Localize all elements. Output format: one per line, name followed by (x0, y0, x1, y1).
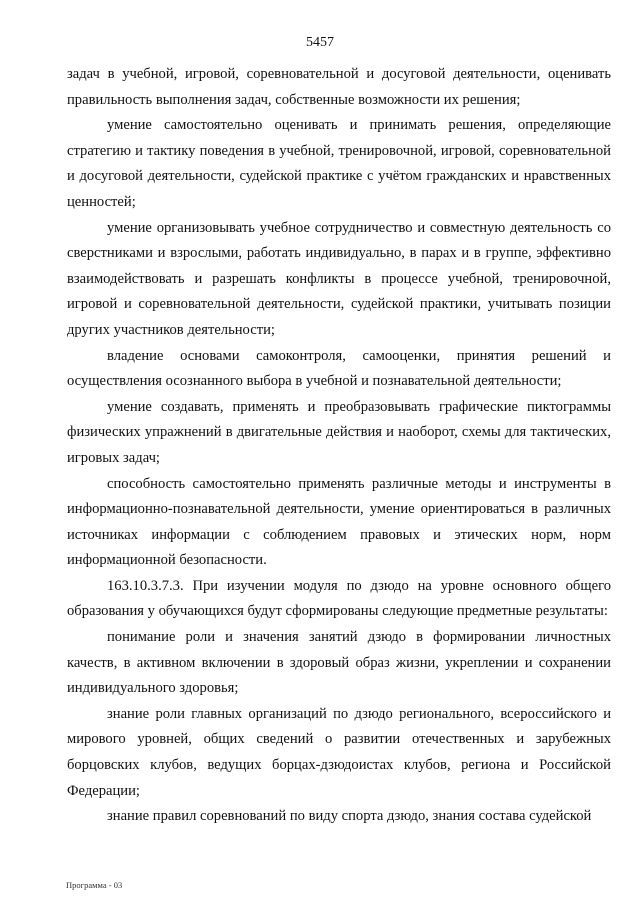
paragraph-3: умение организовывать учебное сотрудничество и совместную деятельность со сверстниками и взрослыми, работать индивидуально, в парах и в группе, эффективно взаимодействовать и разрешать конфликты в процессе учебной, тренировочной, игровой и соревновательной деятельности, судейской практики, учитывать позиции других участников деятельности; (67, 219, 611, 338)
page-number: 5457 (306, 35, 334, 50)
paragraph-2: умение самостоятельно оценивать и принимать решения, определяющие стратегию и тактику поведения в учебной, тренировочной, игровой, соревновательной и досуговой деятельности, судейской практике с учётом гражданских и нравственных ценностей; (67, 117, 611, 210)
paragraph-4: владение основами самоконтроля, самооценки, принятия решений и осуществления осознанного выбора в учебной и познавательной деятельности; (67, 347, 611, 390)
paragraph-6: способность самостоятельно применять различные методы и инструменты в информационно-познавательной деятельности, умение ориентироваться в различных источниках информации с соблюдением правовых и этических норм, норм информационной безопасности. (67, 475, 611, 569)
paragraph-10: знание правил соревнований по виду спорта дзюдо, знания состава судейской (107, 808, 592, 825)
footer-label: Программа - 03 (66, 880, 123, 890)
paragraph-5: умение создавать, применять и преобразовывать графические пиктограммы физических упражнений в двигательные действия и наоборот, схемы для тактических, игровых задач; (67, 398, 611, 466)
paragraph-9: знание роли главных организаций по дзюдо регионального, всероссийского и мирового уровней, общих сведений о развитии отечественных и зарубежных борцовских клубов, ведущих борцах-дзюдоистах клубов, региона и Российской Федерации; (67, 705, 611, 799)
paragraph-7: 163.10.3.7.3. При изучении модуля по дзюдо на уровне основного общего образования у обучающихся будут сформированы следующие предметные результаты: (67, 577, 611, 620)
paragraph-1: задач в учебной, игровой, соревновательной и досуговой деятельности, оценивать правильность выполнения задач, собственные возможности их решения; (67, 66, 611, 108)
document-body (67, 62, 611, 830)
paragraph-8: понимание роли и значения занятий дзюдо в формировании личностных качеств, в активном включении в здоровый образ жизни, укреплении и сохранении индивидуального здоровья; (67, 629, 611, 697)
